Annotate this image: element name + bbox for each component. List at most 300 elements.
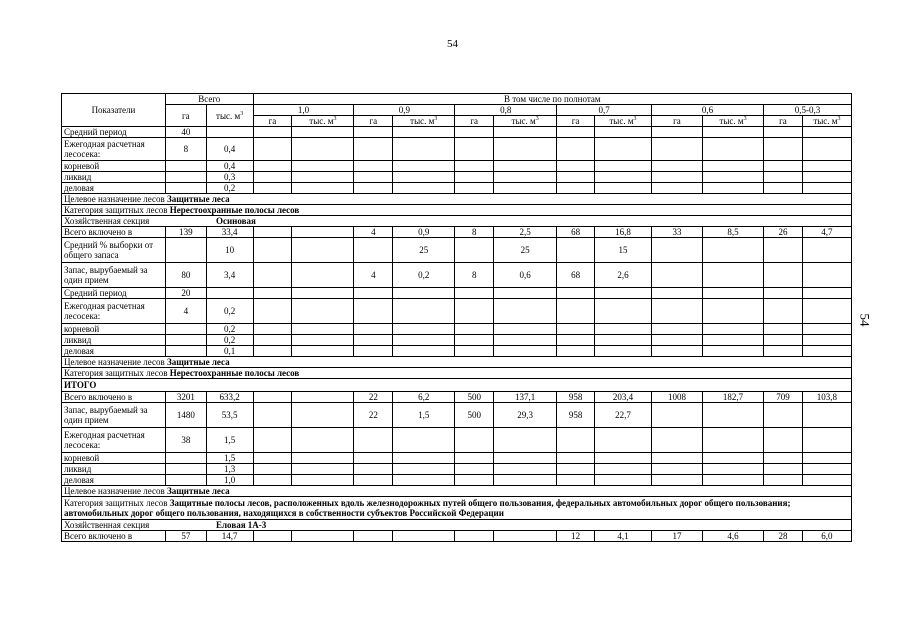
table-cell <box>702 263 763 288</box>
table-cell: 0,9 <box>393 227 455 238</box>
table-cell <box>651 138 702 161</box>
table-cell <box>702 288 763 299</box>
table-cell <box>702 403 763 428</box>
table-cell <box>455 335 494 346</box>
table-cell <box>494 346 557 357</box>
table-cell <box>764 346 803 357</box>
table-cell: 4,7 <box>802 227 851 238</box>
table-cell <box>802 172 851 183</box>
table-row <box>62 138 852 161</box>
table-cell <box>494 161 557 172</box>
table-cell <box>494 299 557 324</box>
table-row <box>62 299 852 324</box>
table-cell: 3201 <box>165 392 206 403</box>
table-cell <box>764 324 803 335</box>
table-cell <box>165 464 206 475</box>
table-cell <box>292 531 354 542</box>
table-cell <box>455 127 494 138</box>
table-cell <box>494 324 557 335</box>
table-cell <box>354 324 393 335</box>
table-cell <box>292 138 354 161</box>
table-cell <box>594 475 651 486</box>
table-cell <box>651 238 702 263</box>
table-cell: 8 <box>455 227 494 238</box>
table-cell <box>354 238 393 263</box>
table-cell <box>292 453 354 464</box>
table-cell <box>764 138 803 161</box>
table-cell <box>702 183 763 194</box>
row-label: Всего включено в <box>62 531 166 542</box>
table-cell <box>594 346 651 357</box>
table-cell <box>165 324 206 335</box>
table-cell <box>393 299 455 324</box>
row-label: ликвид <box>62 464 166 475</box>
table-cell: 0,3 <box>206 172 253 183</box>
table-cell <box>494 138 557 161</box>
table-cell: 57 <box>165 531 206 542</box>
table-cell: 0,4 <box>206 138 253 161</box>
row-label: Средний период <box>62 127 166 138</box>
table-cell <box>557 453 595 464</box>
table-cell <box>764 464 803 475</box>
section-4-heading <box>62 486 852 531</box>
block-1-body <box>62 127 852 194</box>
table-cell <box>702 324 763 335</box>
table-cell <box>557 183 595 194</box>
header-density: 0,8 <box>455 105 557 116</box>
table-cell <box>802 453 851 464</box>
table-cell <box>802 324 851 335</box>
table-cell: 38 <box>165 428 206 453</box>
table-cell <box>292 346 354 357</box>
table-cell <box>455 324 494 335</box>
table-cell <box>802 335 851 346</box>
table-cell <box>393 288 455 299</box>
header-density: 0,9 <box>354 105 455 116</box>
table-cell <box>165 453 206 464</box>
table-cell <box>557 464 595 475</box>
table-cell <box>206 127 253 138</box>
table-cell: 103,8 <box>802 392 851 403</box>
table-cell <box>557 238 595 263</box>
table-cell <box>393 531 455 542</box>
table-row <box>62 464 852 475</box>
table-cell <box>253 335 292 346</box>
row-label: Средний % выборки от общего запаса <box>62 238 166 263</box>
table-cell: 500 <box>455 403 494 428</box>
table-cell <box>455 183 494 194</box>
table-cell <box>455 475 494 486</box>
table-cell: 28 <box>764 531 803 542</box>
table-cell <box>802 299 851 324</box>
table-cell <box>702 172 763 183</box>
table-cell <box>594 464 651 475</box>
table-cell <box>494 531 557 542</box>
table-cell <box>292 161 354 172</box>
section-4-purpose: Целевое назначение лесов Защитные леса <box>62 486 852 497</box>
table-cell <box>557 475 595 486</box>
table-cell <box>594 161 651 172</box>
table-cell <box>702 127 763 138</box>
row-label: корневой <box>62 453 166 464</box>
table-cell <box>764 335 803 346</box>
table-cell <box>764 161 803 172</box>
table-cell: 0,2 <box>206 324 253 335</box>
table-cell <box>253 127 292 138</box>
table-cell <box>764 238 803 263</box>
table-row <box>62 127 852 138</box>
table-cell <box>494 183 557 194</box>
table-cell <box>494 453 557 464</box>
table-cell: 0,2 <box>393 263 455 288</box>
table-cell <box>292 464 354 475</box>
table-cell <box>494 428 557 453</box>
table-cell <box>455 161 494 172</box>
table-cell <box>393 464 455 475</box>
table-cell: 8 <box>455 263 494 288</box>
table-cell: 958 <box>557 403 595 428</box>
table-cell: 17 <box>651 531 702 542</box>
table-cell <box>354 161 393 172</box>
table-cell <box>702 299 763 324</box>
table-cell <box>253 324 292 335</box>
row-label: корневой <box>62 324 166 335</box>
table-cell <box>354 464 393 475</box>
table-cell <box>393 346 455 357</box>
table-cell: 4,6 <box>702 531 763 542</box>
table-cell <box>802 238 851 263</box>
header-m3: тыс. $м^3$ <box>292 116 354 127</box>
block-4-body <box>62 531 852 542</box>
table-cell: 1008 <box>651 392 702 403</box>
table-cell <box>165 238 206 263</box>
table-cell <box>557 288 595 299</box>
row-label: Ежегодная расчетная лесосека: <box>62 299 166 324</box>
table-cell <box>253 475 292 486</box>
table-cell <box>802 346 851 357</box>
table-cell <box>802 161 851 172</box>
table-row <box>62 183 852 194</box>
table-cell: 500 <box>455 392 494 403</box>
table-cell <box>292 238 354 263</box>
table-cell <box>594 138 651 161</box>
row-label: Запас, вырубаемый за один прием <box>62 403 166 428</box>
table-cell <box>253 453 292 464</box>
table-cell <box>354 346 393 357</box>
table-cell: 10 <box>206 238 253 263</box>
header-density: 0,5-0,3 <box>764 105 852 116</box>
row-label: ликвид <box>62 172 166 183</box>
table-cell <box>802 403 851 428</box>
section-2-category: Категория защитных лесов Нерестоохранные полосы лесов <box>62 205 852 216</box>
table-cell <box>702 238 763 263</box>
table-cell <box>292 227 354 238</box>
table-cell <box>292 335 354 346</box>
table-row <box>62 324 852 335</box>
table-cell: 53,5 <box>206 403 253 428</box>
table-cell: 22 <box>354 403 393 428</box>
table-cell <box>557 161 595 172</box>
table-cell <box>393 335 455 346</box>
table-cell <box>594 127 651 138</box>
table-cell: 1,5 <box>206 428 253 453</box>
table-cell <box>393 183 455 194</box>
table-cell <box>253 138 292 161</box>
table-cell <box>253 172 292 183</box>
table-cell <box>253 183 292 194</box>
table-cell: 3,4 <box>206 263 253 288</box>
table-cell <box>494 288 557 299</box>
table-cell <box>253 531 292 542</box>
table-cell: 0,6 <box>494 263 557 288</box>
table-cell <box>354 453 393 464</box>
table-cell <box>494 475 557 486</box>
table-cell <box>557 346 595 357</box>
table-cell: 4,1 <box>594 531 651 542</box>
table-row <box>62 453 852 464</box>
table-cell <box>354 531 393 542</box>
header-density: 0,7 <box>557 105 652 116</box>
row-label: Средний период <box>62 288 166 299</box>
table-cell: 709 <box>764 392 803 403</box>
table-cell <box>764 403 803 428</box>
table-cell <box>702 161 763 172</box>
table-cell: 25 <box>393 238 455 263</box>
row-label: Ежегодная расчетная лесосека: <box>62 138 166 161</box>
table-cell <box>292 288 354 299</box>
header-ha: га <box>354 116 393 127</box>
row-label: Всего включено в <box>62 227 166 238</box>
table-cell <box>651 183 702 194</box>
table-cell: 6,0 <box>802 531 851 542</box>
table-cell <box>557 335 595 346</box>
header-total-ha: га <box>165 105 206 127</box>
page-number-top: 54 <box>447 38 458 50</box>
table-cell <box>354 428 393 453</box>
table-cell <box>165 335 206 346</box>
table-cell <box>702 428 763 453</box>
table-cell <box>253 428 292 453</box>
section-3-category: Категория защитных лесов Нерестоохранные полосы лесов <box>62 368 852 379</box>
table-row <box>62 392 852 403</box>
table-cell <box>455 138 494 161</box>
table-row <box>62 288 852 299</box>
table-row <box>62 227 852 238</box>
table-cell <box>292 299 354 324</box>
table-cell <box>594 324 651 335</box>
header-total-m3: тыс. $м^3$ <box>206 105 253 127</box>
table-cell <box>165 346 206 357</box>
table-cell <box>557 299 595 324</box>
header-ha: га <box>651 116 702 127</box>
table-cell <box>455 428 494 453</box>
table-cell <box>764 288 803 299</box>
table-cell: 1480 <box>165 403 206 428</box>
table-cell <box>253 299 292 324</box>
section-3-total: ИТОГО <box>62 379 852 392</box>
table-cell <box>651 428 702 453</box>
table-cell <box>354 172 393 183</box>
table-row <box>62 475 852 486</box>
table-cell <box>354 183 393 194</box>
header-m3: тыс. $м^3$ <box>594 116 651 127</box>
table-cell: 14,7 <box>206 531 253 542</box>
table-cell: 22,7 <box>594 403 651 428</box>
table-cell: 4 <box>165 299 206 324</box>
table-cell <box>651 324 702 335</box>
table-cell <box>253 392 292 403</box>
section-2-forest-section: Хозяйственная секция Осиновая <box>62 216 852 227</box>
table-cell <box>494 464 557 475</box>
table-cell <box>802 428 851 453</box>
table-cell <box>702 453 763 464</box>
header-m3: тыс. $м^3$ <box>393 116 455 127</box>
table-cell <box>651 263 702 288</box>
table-row <box>62 335 852 346</box>
table-cell <box>494 127 557 138</box>
table-cell <box>651 172 702 183</box>
row-label: деловая <box>62 475 166 486</box>
table-cell <box>651 475 702 486</box>
table-cell: 203,4 <box>594 392 651 403</box>
table-cell <box>393 475 455 486</box>
table-row <box>62 403 852 428</box>
table-cell <box>802 263 851 288</box>
page-number-side: 54 <box>857 313 873 327</box>
table-cell <box>557 428 595 453</box>
table-cell <box>802 183 851 194</box>
table-cell <box>594 299 651 324</box>
row-label: Ежегодная расчетная лесосека: <box>62 428 166 453</box>
table-cell <box>455 288 494 299</box>
row-label: деловая <box>62 183 166 194</box>
table-cell <box>165 172 206 183</box>
table-row <box>62 238 852 263</box>
table-cell: 22 <box>354 392 393 403</box>
table-cell: 8 <box>165 138 206 161</box>
table-cell: 4 <box>354 263 393 288</box>
table-cell <box>165 183 206 194</box>
section-3-purpose: Целевое назначение лесов Защитные леса <box>62 357 852 368</box>
table-cell: 0,2 <box>206 183 253 194</box>
table-cell <box>651 346 702 357</box>
table-row <box>62 161 852 172</box>
table-cell <box>764 172 803 183</box>
table-cell <box>594 172 651 183</box>
row-label: Всего включено в <box>62 392 166 403</box>
table-cell <box>651 288 702 299</box>
table-cell: 0,1 <box>206 346 253 357</box>
table-cell <box>802 288 851 299</box>
table-cell <box>764 299 803 324</box>
row-label: деловая <box>62 346 166 357</box>
table-cell <box>354 288 393 299</box>
table-cell <box>455 238 494 263</box>
table-cell: 137,1 <box>494 392 557 403</box>
table-cell <box>651 335 702 346</box>
section-3-heading <box>62 357 852 392</box>
row-label: корневой <box>62 161 166 172</box>
header-ha: га <box>764 116 803 127</box>
table-cell <box>253 263 292 288</box>
table-cell <box>253 403 292 428</box>
table-cell <box>165 475 206 486</box>
table-cell <box>292 392 354 403</box>
table-cell <box>702 475 763 486</box>
block-2-body <box>62 227 852 357</box>
table-cell <box>354 127 393 138</box>
table-cell: 8,5 <box>702 227 763 238</box>
table-cell: 25 <box>494 238 557 263</box>
table-cell: 2,6 <box>594 263 651 288</box>
table-cell: 16,8 <box>594 227 651 238</box>
table-cell <box>557 138 595 161</box>
table-cell <box>702 346 763 357</box>
table-cell <box>292 172 354 183</box>
table-cell <box>393 161 455 172</box>
table-cell <box>702 464 763 475</box>
table-cell <box>455 531 494 542</box>
table-cell <box>651 403 702 428</box>
section-2-purpose: Целевое назначение лесов Защитные леса <box>62 194 852 205</box>
table-cell <box>393 324 455 335</box>
table-cell <box>253 227 292 238</box>
table-cell <box>764 428 803 453</box>
table-row <box>62 531 852 542</box>
table-cell <box>455 299 494 324</box>
table-cell: 4 <box>354 227 393 238</box>
table-cell <box>253 346 292 357</box>
table-row <box>62 346 852 357</box>
table-cell: 1,3 <box>206 464 253 475</box>
table-cell <box>764 127 803 138</box>
table-cell <box>802 475 851 486</box>
table-cell: 33,4 <box>206 227 253 238</box>
table-cell <box>651 453 702 464</box>
header-ha: га <box>253 116 292 127</box>
table-cell <box>292 127 354 138</box>
table-cell <box>594 453 651 464</box>
table-cell <box>651 127 702 138</box>
table-cell <box>594 428 651 453</box>
table-cell <box>557 127 595 138</box>
table-cell <box>702 138 763 161</box>
header-ha: га <box>455 116 494 127</box>
table-cell: 2,5 <box>494 227 557 238</box>
table-cell: 12 <box>557 531 595 542</box>
table-cell: 1,5 <box>393 403 455 428</box>
table-cell: 182,7 <box>702 392 763 403</box>
table-cell <box>253 161 292 172</box>
table-cell <box>253 288 292 299</box>
header-by-density: В том числе по полнотам <box>253 94 851 105</box>
table-cell <box>354 475 393 486</box>
table-cell <box>393 453 455 464</box>
table-cell <box>557 172 595 183</box>
table-cell <box>354 335 393 346</box>
table-cell <box>802 464 851 475</box>
table-cell: 26 <box>764 227 803 238</box>
table-cell: 0,2 <box>206 335 253 346</box>
table-cell: 0,4 <box>206 161 253 172</box>
table-cell <box>292 475 354 486</box>
header-total: Всего <box>165 94 253 105</box>
table-cell <box>651 464 702 475</box>
table-row <box>62 172 852 183</box>
table-cell: 1,5 <box>206 453 253 464</box>
table-cell <box>393 172 455 183</box>
table-cell <box>292 263 354 288</box>
